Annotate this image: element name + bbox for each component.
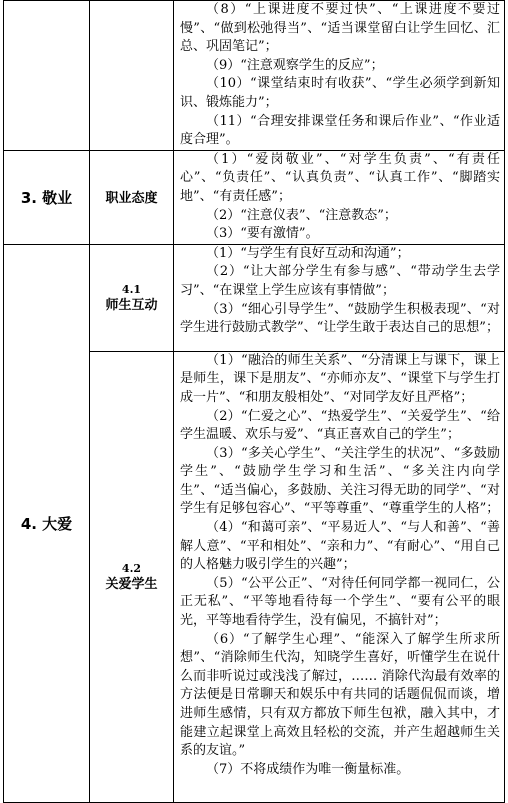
subcategory-cell: [90, 244, 174, 351]
subcategory-number: 4.2: [121, 561, 142, 575]
list-item: （11）“合理安排课堂任务和课后作业”、“作业适度合理”。: [180, 113, 500, 148]
list-item: （7）不将成绩作为唯一衡量标准。: [206, 761, 410, 777]
list-item: （4）“和蔼可亲”、“平易近人”、“与人和善”、“善解人意”、“平和相处”、“亲和力”、“有耐心”、“用自己的人格魅力吸引学生的兴趣”；: [180, 520, 500, 573]
list-item: （3）“要有激情”。: [206, 226, 319, 242]
subcategory-number: 4.1: [121, 282, 142, 296]
category-cell: [4, 150, 90, 244]
subcategory-label: 师生互动: [105, 297, 158, 313]
list-item: （8）“上课进度不要过快”、“上课进度不要过慢”、“做到松弛得当”、“适当课堂留白让学生回忆、汇总、巩固笔记”；: [180, 2, 500, 55]
list-item: （1）“爱岗敬业”、“对学生负责”、“有责任心”、“负责任”、“认真负责”、“认真工作”、“脚踏实地”、“有责任感”；: [180, 151, 500, 204]
category-label: 4. 大爱: [20, 514, 73, 533]
table-row: [4, 244, 505, 351]
category-cell: [4, 244, 90, 802]
subcategory-cell: [90, 1, 174, 151]
subcategory-cell: [90, 150, 174, 244]
list-item: （2）“让大部分学生有参与感”、“带动学生去学习”、“在课堂上学生应该有事情做”；: [180, 264, 500, 298]
category-label: 3. 敬业: [20, 188, 73, 207]
list-item: （9）“注意观察学生的反应”；: [206, 57, 384, 73]
list-item: （2）“仁爱之心”、“热爱学生”、“关爱学生”、“给学生温暖、欢乐与爱”、“真正喜欢自己的学生”；: [180, 408, 500, 443]
list-item: （5）“公平公正”、“对待任何同学都一视同仁，公正无私”、“平等地看待每一个学生”、“要有公平的眼光，平等地看待学生，没有偏见，不搞针对”；: [180, 575, 500, 629]
category-cell: [4, 1, 90, 151]
list-item: （3）“细心引导学生”、“鼓励学生积极表现”、“对学生进行鼓励式教学”、“让学生敢于表达自己的思想”；: [180, 301, 500, 336]
subcategory-label: 关爱学生: [105, 576, 158, 592]
table-row: [4, 150, 505, 244]
table-row: [4, 1, 505, 151]
list-item: （6）“了解学生心理”、“能深入了解学生所求所想”、“消除师生代沟，知晓学生喜好，听懂学生在说什么而非听说过或浅浅了解过，…… 消除代沟最有效率的方法便是日常聊天和娱乐中有共同的话题侃侃而谈，增进师生感情，只有双方都放下师生包袱，融入其中，才能建立起课堂上高效且轻松的交流，并产生超越师生关系的友谊。”: [180, 631, 500, 759]
list-item: （3）“多关心学生”、“关注学生的状况”、“多鼓励学生”、“鼓励学生学习和生活”、“多关注内向学生”、“适当偏心，多鼓励、关注习得无助的同学”、“对学生有足够包容心”、“平等尊重”、“尊重学生的人格”；: [180, 445, 500, 517]
criteria-table: [3, 0, 505, 803]
items-cell: [174, 150, 505, 244]
list-item: （10）“课堂结束时有收获”、“学生必须学到新知识、锻炼能力”；: [180, 76, 500, 110]
subcategory-label: 职业态度: [105, 191, 158, 207]
items-cell: [174, 1, 505, 151]
list-item: （1）“与学生有良好互动和沟通”；: [206, 245, 410, 261]
subcategory-cell: [90, 351, 174, 802]
items-cell: [174, 244, 505, 351]
items-cell: [174, 351, 505, 802]
list-item: （1）“融洽的师生关系”、“分清课上与课下，课上是师生，课下是朋友”、“亦师亦友”、“课堂下与学生打成一片”、“和朋友般相处”、“对同学友好且严格”；: [180, 352, 500, 405]
list-item: （2）“注意仪表”、“注意教态”；: [206, 207, 397, 223]
